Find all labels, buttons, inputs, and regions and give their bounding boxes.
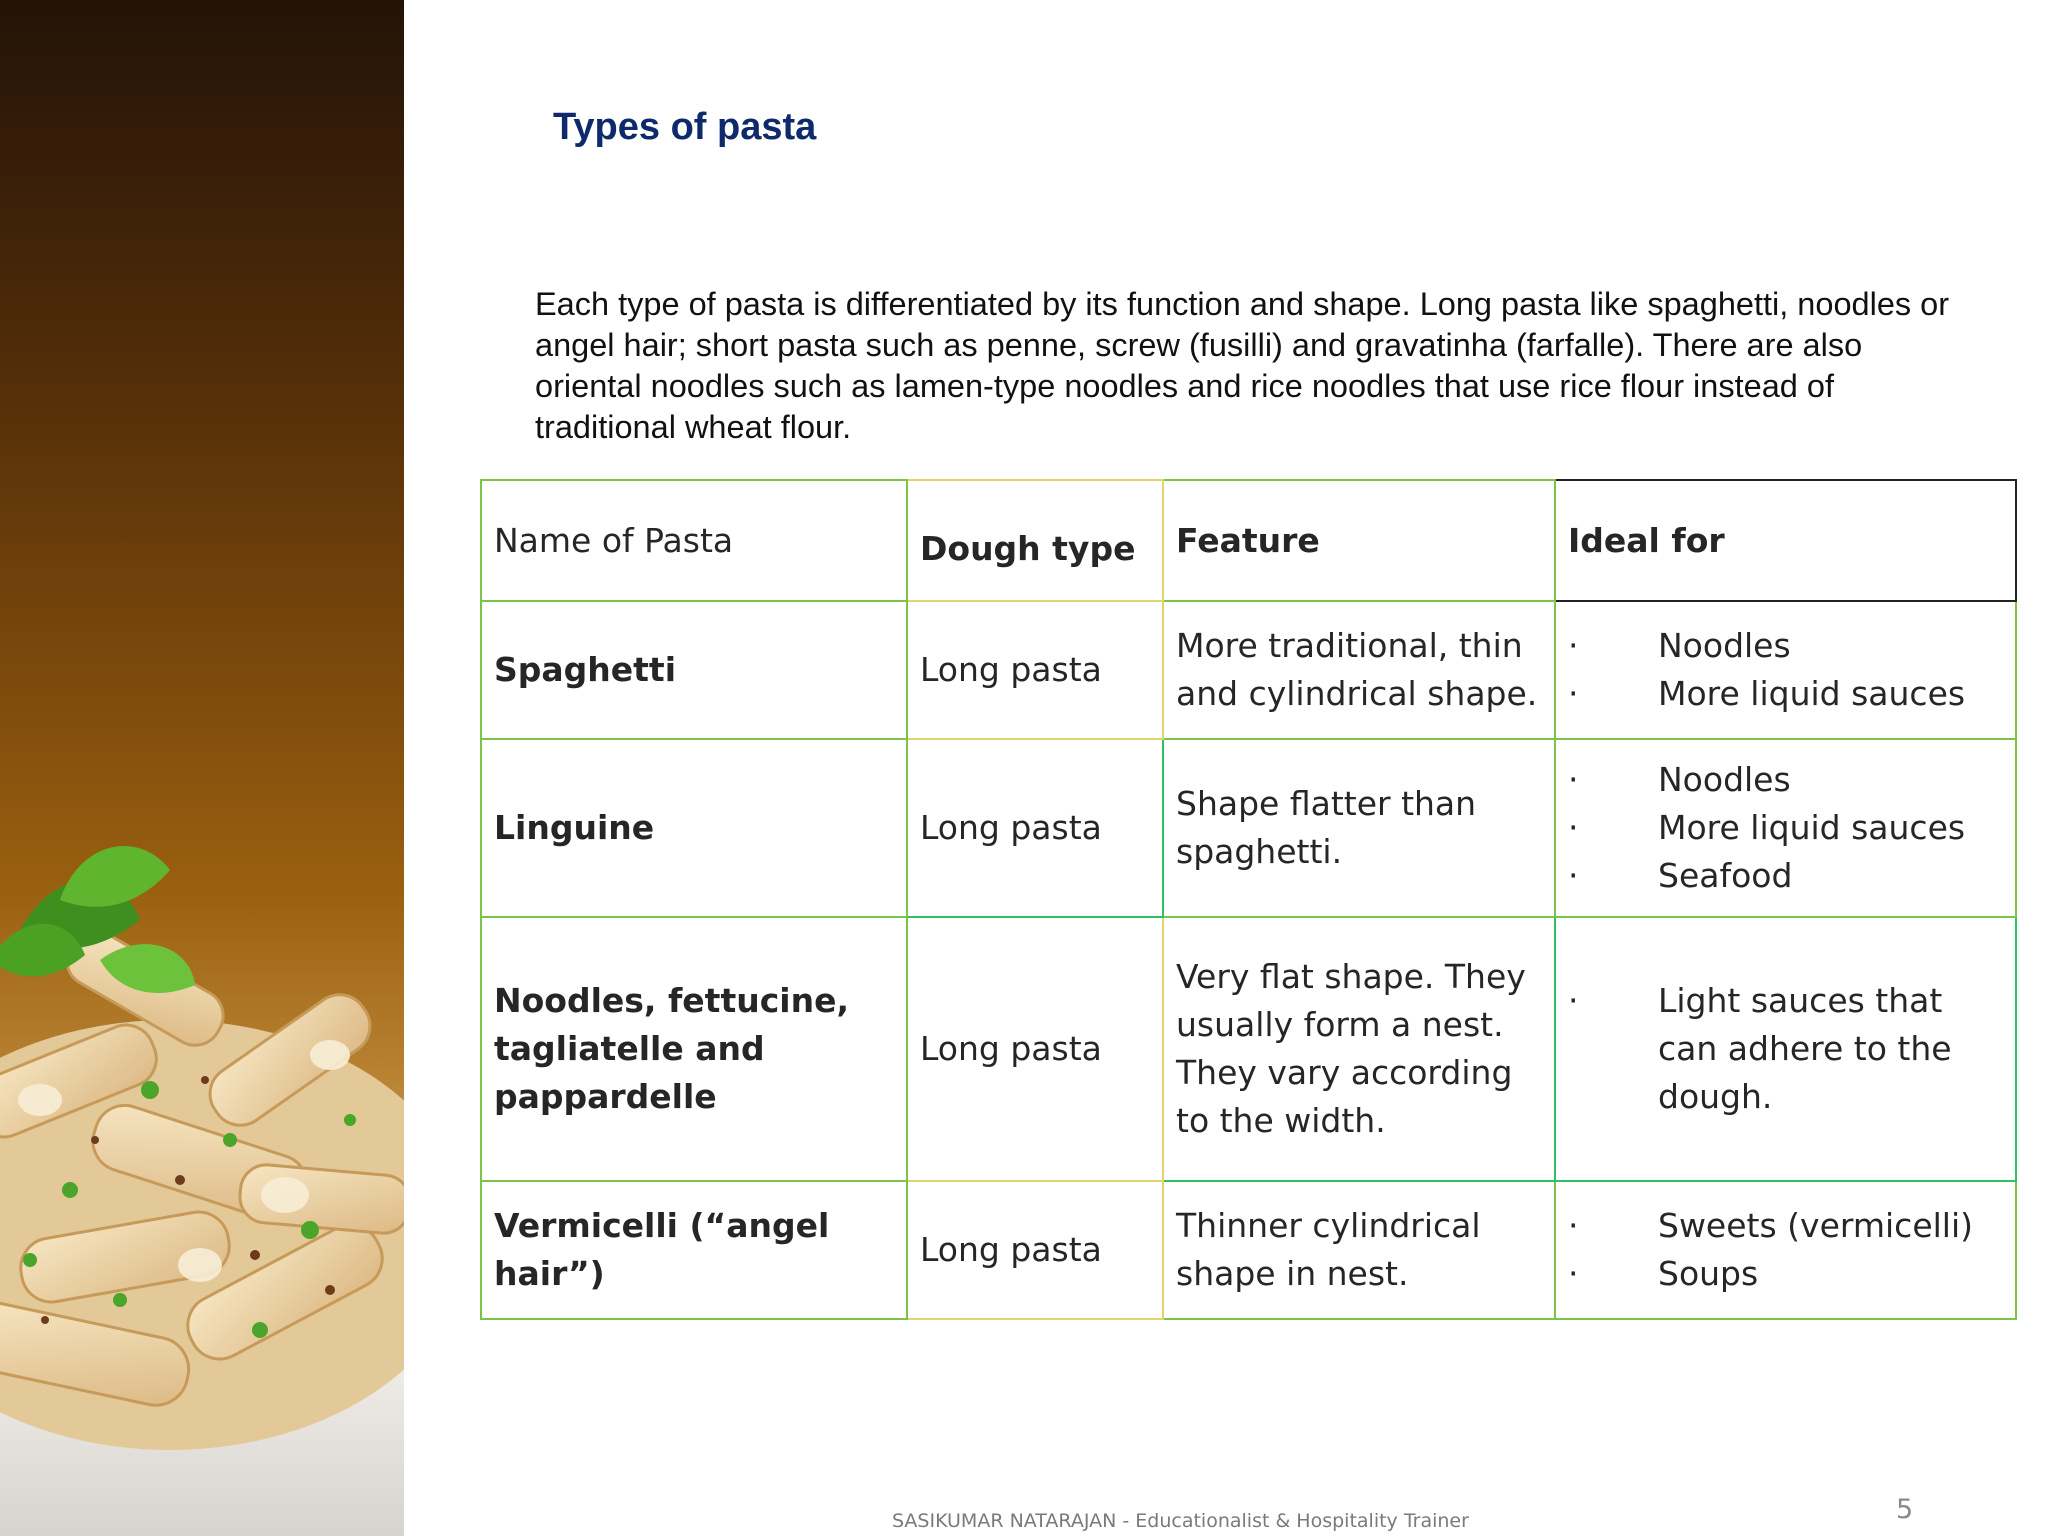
header-dough-type: Dough type <box>907 480 1163 601</box>
table-row <box>481 917 2016 1181</box>
dough-type: Long pasta <box>907 917 1163 1181</box>
pasta-name: Noodles, fettucine, tagliatelle and pappardelle <box>481 917 907 1181</box>
pasta-name: Linguine <box>481 739 907 917</box>
ideal-item: · Sweets (vermicelli) <box>1568 1202 2003 1250</box>
ideal-for <box>1555 1181 2016 1319</box>
dough-type: Long pasta <box>907 739 1163 917</box>
dough-type: Long pasta <box>907 1181 1163 1319</box>
feature: Very flat shape. They usually form a nest. They vary according to the width. <box>1163 917 1555 1181</box>
ideal-item: · Seafood <box>1568 852 2003 900</box>
ideal-item: · Noodles <box>1568 622 2003 670</box>
table-row <box>481 601 2016 739</box>
page-number: 5 <box>1896 1494 1914 1525</box>
penne-pasta-photo <box>0 0 404 1536</box>
ideal-item: · Soups <box>1568 1250 2003 1298</box>
ideal-item: · More liquid sauces <box>1568 804 2003 852</box>
table-row <box>481 739 2016 917</box>
header-feature: Feature <box>1163 480 1555 601</box>
pasta-types-table <box>480 479 2017 1320</box>
ideal-for <box>1555 601 2016 739</box>
table-header-row <box>481 480 2016 601</box>
ideal-for <box>1555 739 2016 917</box>
slide-title: Types of pasta <box>553 106 817 148</box>
header-name-of-pasta: Name of Pasta <box>481 480 907 601</box>
ideal-item: · Noodles <box>1568 756 2003 804</box>
table-row <box>481 1181 2016 1319</box>
slide-footer: SASIKUMAR NATARAJAN - Educationalist & Hospitality Trainer <box>892 1510 1469 1532</box>
pasta-name: Vermicelli (“angel hair”) <box>481 1181 907 1319</box>
ideal-item: · More liquid sauces <box>1568 670 2003 718</box>
intro-paragraph: Each type of pasta is differentiated by its function and shape. Long pasta like spaghetti, noodles or angel hair; short pasta such as penne, screw (fusilli) and gravatinha (farfalle). There are also oriental noodles such as lamen-type noodles and rice noodles that use rice flour instead of traditional wheat flour. <box>535 286 1950 445</box>
pasta-name: Spaghetti <box>481 601 907 739</box>
ideal-for <box>1555 917 2016 1181</box>
ideal-item: · Light sauces that can adhere to the dough. <box>1568 977 2003 1121</box>
feature: More traditional, thin and cylindrical shape. <box>1163 601 1555 739</box>
header-ideal-for: Ideal for <box>1555 480 2016 601</box>
feature: Shape flatter than spaghetti. <box>1163 739 1555 917</box>
feature: Thinner cylindrical shape in nest. <box>1163 1181 1555 1319</box>
dough-type: Long pasta <box>907 601 1163 739</box>
